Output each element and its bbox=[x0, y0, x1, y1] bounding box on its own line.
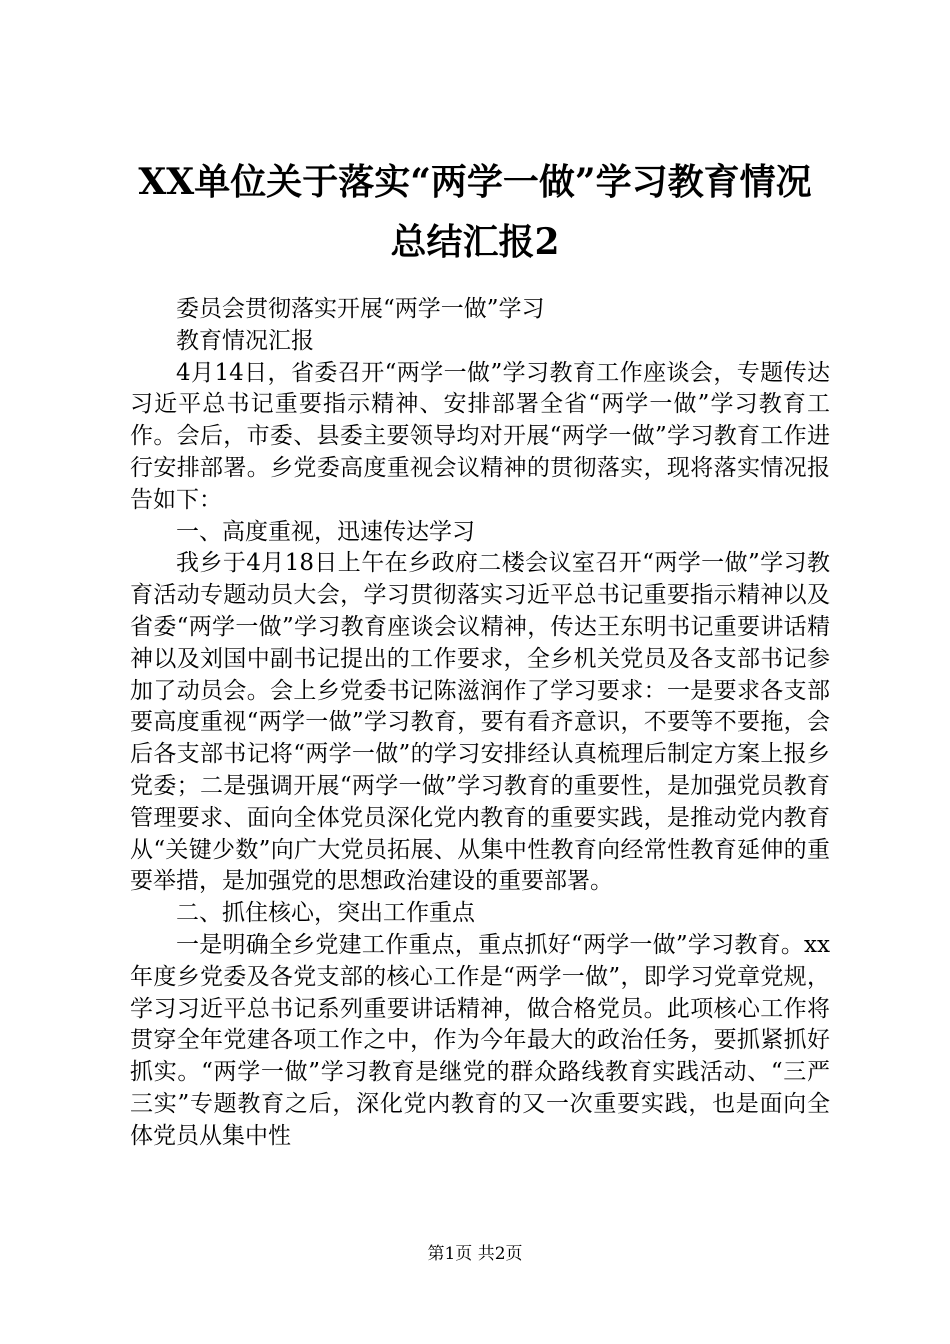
paragraph-4: 我乡于4月18日上午在乡政府二楼会议室召开“两学一做”学习教育活动专题动员大会，学习贯彻落实习近平总书记重要指示精神以及省委“两学一做”学习教育座谈会议精神，传达王东明书记重要讲话精神以及刘国中副书记提出的工作要求，全乡机关党员及各支部书记参加了动员会。会上乡党委书记陈滋润作了学习要求：一是要求各支部要高度重视“两学一做”学习教育，要有看齐意识，不要等不要拖，会后各支部书记将“两学一做”的学习安排经认真梳理后制定方案上报乡党委；二是强调开展“两学一做”学习教育的重要性，是加强党员教育管理要求、面向全体党员深化党内教育的重要实践，是推动党内教育从“关键少数”向广大党员拓展、从集中性教育向经常性教育延伸的重要举措，是加强党的思想政治建设的重要部署。 bbox=[130, 550, 830, 895]
page-footer: 第1页 共2页 bbox=[427, 1244, 523, 1264]
paragraph-3: 4月14日，省委召开“两学一做”学习教育工作座谈会，专题传达习近平总书记重要指示精神、安排部署全省“两学一做”学习教育工作。会后，市委、县委主要领导均对开展“两学一做”学习教育工作进行安排部署。乡党委高度重视会议精神的贯彻落实，现将落实情况报告如下： bbox=[130, 359, 830, 513]
document-body bbox=[130, 294, 830, 1153]
paragraph-2: 教育情况汇报 bbox=[176, 327, 314, 354]
paragraph-5: 一是明确全乡党建工作重点，重点抓好“两学一做”学习教育。xx年度乡党委及各党支部的核心工作是“两学一做”，即学习党章党规，学习习近平总书记系列重要讲话精神，做合格党员。此项核心工作将贯穿全年党建各项工作之中，作为今年最大的政治任务，要抓紧抓好抓实。“两学一做”学习教育是继党的群众路线教育实践活动、“三严三实”专题教育之后，深化党内教育的又一次重要实践，也是面向全体党员从集中性 bbox=[130, 931, 830, 1149]
section-heading-2: 二、抓住核心，突出工作重点 bbox=[176, 900, 475, 927]
section-heading-1: 一、高度重视，迅速传达学习 bbox=[176, 518, 475, 545]
document-title-line-2: 总结汇报2 bbox=[390, 221, 560, 263]
document-title-line-1: XX单位关于落实“两学一做”学习教育情况 bbox=[138, 161, 812, 203]
paragraph-1: 委员会贯彻落实开展“两学一做”学习 bbox=[176, 296, 545, 322]
